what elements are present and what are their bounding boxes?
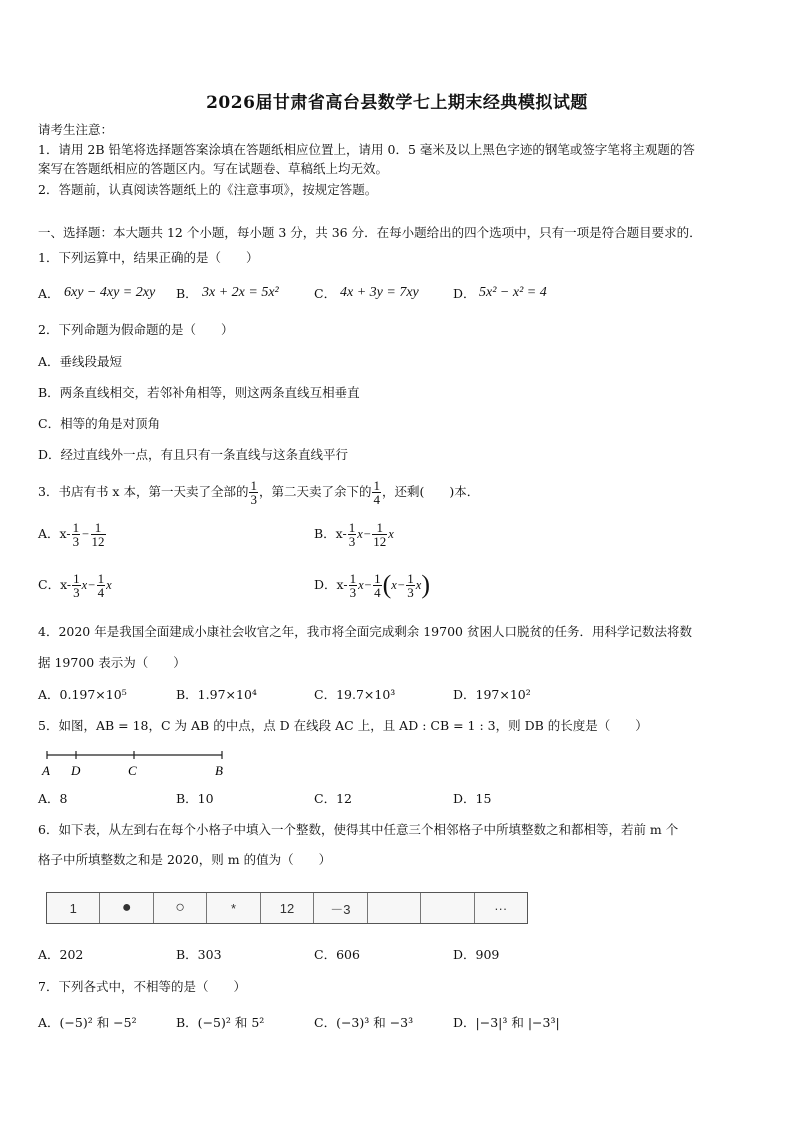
ellipsis-icon: ··· <box>494 900 508 916</box>
q6-option-d: D．909 <box>453 947 500 962</box>
q7-option-a: A．(−5)² 和 −5² <box>38 1015 137 1030</box>
q7-option-c: C．(−3)³ 和 −3³ <box>314 1015 414 1030</box>
fraction: $\frac{1}{3}$ <box>250 477 257 507</box>
q3-stem-part2: ，第二天卖了余下的 <box>258 484 372 499</box>
q2-stem: 2．下列命题为假命题的是（ ） <box>38 322 234 337</box>
point-label-d: D <box>71 763 81 778</box>
q6-option-a: A．202 <box>38 947 84 962</box>
q4-option-c: C．19.7×10³ <box>314 687 396 702</box>
q4-option-d: D．197×10² <box>453 687 531 702</box>
hollow-circle-icon: ○ <box>154 893 207 923</box>
q6-stem-line2: 格子中所填整数之和是 2020，则 m 的值为（ ） <box>38 852 332 867</box>
q3-option-a: A．x- $\frac{1}{3}$ − $\frac{1}{12}$ <box>38 519 105 549</box>
filled-circle-icon: ● <box>100 893 153 923</box>
q1-option-c-label: C． <box>314 286 337 301</box>
grid-cell: －3 <box>314 893 367 923</box>
q3-option-d: D．x- $\frac{1}{3}$ x − $\frac{1}{4}$ ( x − $\frac{1}{3}$ x ) <box>314 570 430 600</box>
fraction: $\frac{1}{4}$ <box>373 477 380 507</box>
q5-option-c: C．12 <box>314 791 352 806</box>
q2-option-a: A．垂线段最短 <box>38 354 123 369</box>
grid-cell: 12 <box>261 893 314 923</box>
q1-option-a-label: A． <box>38 286 60 301</box>
q1-option-b-label: B． <box>176 286 198 301</box>
q1-stem: 1．下列运算中，结果正确的是（ ） <box>38 250 259 265</box>
q4-option-b: B．1.97×10⁴ <box>176 687 257 702</box>
q1-option-d: 5x² − x² = 4 <box>479 285 547 300</box>
q2-option-b: B．两条直线相交，若邻补角相等，则这两条直线互相垂直 <box>38 385 360 400</box>
grid-cell: 1 <box>47 893 100 923</box>
q5-option-b: B．10 <box>176 791 214 806</box>
q1-option-d-label: D． <box>453 286 476 301</box>
q3-option-b: B．x- $\frac{1}{3}$ x − $\frac{1}{12}$ x <box>314 519 394 549</box>
q5-option-a: A．8 <box>38 791 68 806</box>
q1-option-c: 4x + 3y = 7xy <box>340 285 419 300</box>
point-label-c: C <box>128 763 137 778</box>
point-label-b: B <box>215 763 223 778</box>
q3-stem <box>38 472 479 512</box>
q6-stem-line1: 6．如下表，从左到右在每个小格子中填入一个整数，使得其中任意三个相邻格子中所填整数之和都相等，若前 m 个 <box>38 822 679 837</box>
q3-option-c: C．x- $\frac{1}{3}$ x − $\frac{1}{4}$ x <box>38 570 112 600</box>
q7-option-d: D．|−3|³ 和 |−3³| <box>453 1015 560 1030</box>
q7-stem: 7．下列各式中，不相等的是（ ） <box>38 979 246 994</box>
q6-option-b: B．303 <box>176 947 222 962</box>
q1-option-b: 3x + 2x = 5x² <box>202 285 279 300</box>
notice-item-1b: 案写在答题纸相应的答题区内。写在试题卷、草稿纸上均无效。 <box>38 161 389 176</box>
q4-option-a: A．0.197×10⁵ <box>38 687 127 702</box>
q5-option-d: D．15 <box>453 791 492 806</box>
grid-cell <box>421 893 474 923</box>
q3-stem-part3: ，还剩( )本． <box>381 484 480 499</box>
q4-stem-line1: 4．2020 年是我国全面建成小康社会收官之年，我市将全面完成剩余 19700 贫困人口脱贫的任务．用科学记数法将数 <box>38 624 692 639</box>
section-1-heading: 一、选择题：本大题共 12 个小题，每小题 3 分，共 36 分．在每小题给出的四个选项中，只有一项是符合题目要求的． <box>38 225 702 240</box>
line-segment-diagram <box>38 748 238 778</box>
q4-stem-line2: 据 19700 表示为（ ） <box>38 655 186 670</box>
grid-cell <box>368 893 421 923</box>
page-title: 2026届甘肃省高台县数学七上期末经典模拟试题 <box>206 93 588 113</box>
number-grid-table <box>46 892 528 924</box>
notice-item-2: 2．答题前，认真阅读答题纸上的《注意事项》，按规定答题。 <box>38 182 378 197</box>
q2-option-c: C．相等的角是对顶角 <box>38 416 161 431</box>
q7-option-b: B．(−5)² 和 5² <box>176 1015 265 1030</box>
asterisk-icon: * <box>207 893 260 923</box>
q1-option-a: 6xy − 4xy = 2xy <box>64 285 156 300</box>
point-label-a: A <box>42 763 50 778</box>
notice-item-1a: 1．请用 2B 铅笔将选择题答案涂填在答题纸相应位置上，请用 0．5 毫米及以上黑色字迹的钢笔或签字笔将主观题的答 <box>38 142 695 157</box>
q2-option-d: D．经过直线外一点，有且只有一条直线与这条直线平行 <box>38 447 349 462</box>
q6-option-c: C．606 <box>314 947 360 962</box>
q3-stem-part1: 3．书店有书 x 本，第一天卖了全部的 <box>38 484 249 499</box>
q5-stem: 5．如图，AB = 18，C 为 AB 的中点，点 D 在线段 AC 上，且 AD : CB = 1 : 3，则 DB 的长度是（ ） <box>38 718 648 733</box>
notice-heading: 请考生注意： <box>38 122 114 137</box>
